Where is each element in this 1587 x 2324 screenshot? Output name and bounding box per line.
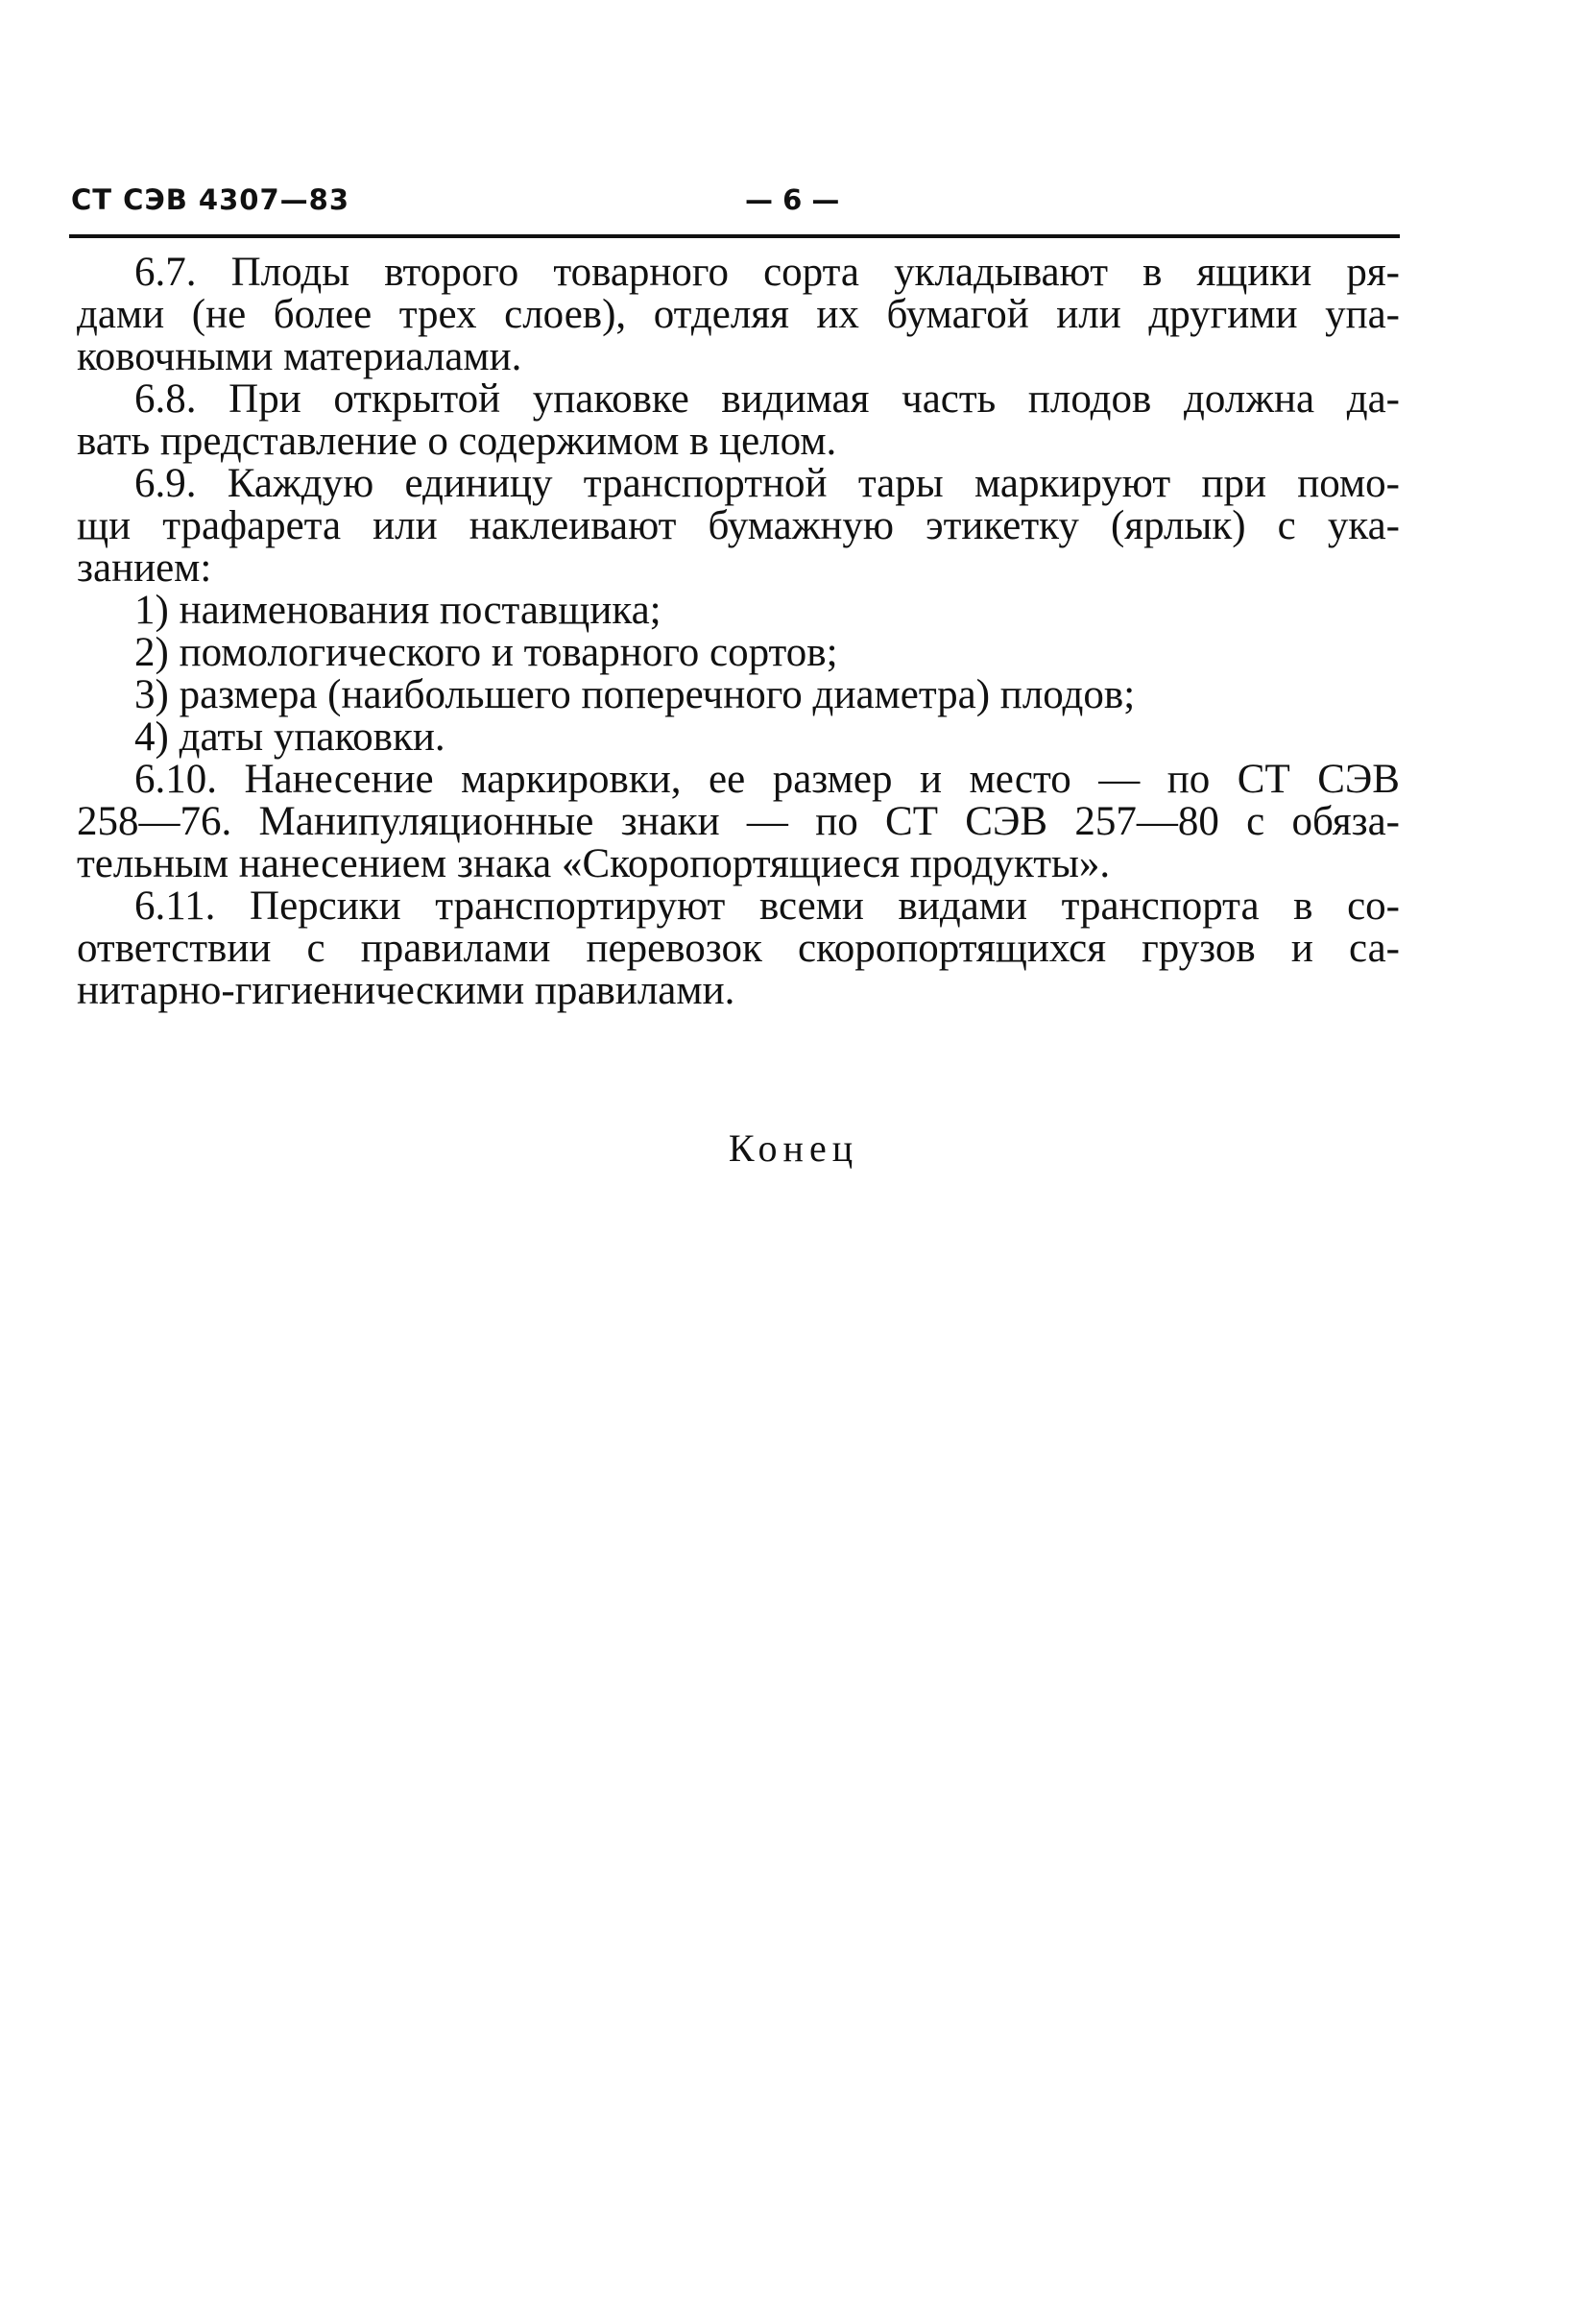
paragraph-6-11-line-1: 6.11. Персики транспортируют всеми видами транспорта в со- — [134, 884, 1400, 929]
paragraph-6-8-line-1: 6.8. При открытой упаковке видимая часть плодов должна да- — [134, 376, 1400, 422]
body-text — [77, 252, 1400, 1012]
paragraph-6-7-line-3: ковочными материалами. — [77, 334, 522, 379]
paragraph-6-8-line-2: вать представление о содержимом в целом. — [77, 419, 837, 464]
page-number: — 6 — — [745, 183, 840, 216]
paragraph-6-7-line-2: дами (не более трех слоев), отделяя их бумагой или другими упа- — [77, 292, 1400, 337]
list-item-2: 2) помологического и товарного сортов; — [134, 630, 838, 675]
paragraph-6-10-line-3: тельным нанесением знака «Скоропортящиеся продукты». — [77, 841, 1111, 886]
paragraph-6-9-line-3: занием: — [77, 545, 212, 591]
paragraph-6-11-line-3: нитарно-гигиеническими правилами. — [77, 968, 735, 1013]
list-item-4: 4) даты упаковки. — [134, 714, 445, 760]
paragraph-6-10-line-2: 258—76. Манипуляционные знаки — по СТ СЭВ 257—80 с обяза- — [77, 799, 1400, 844]
page-header — [71, 178, 1400, 226]
paragraph-6-11-line-2: ответствии с правилами перевозок скоропортящихся грузов и са- — [77, 926, 1400, 971]
paragraph-6-9-line-1: 6.9. Каждую единицу транспортной тары маркируют при помо- — [134, 461, 1400, 506]
paragraph-6-10-line-1: 6.10. Нанесение маркировки, ее размер и место — по СТ СЭВ — [134, 757, 1400, 802]
paragraph-6-7-line-1: 6.7. Плоды второго товарного сорта укладывают в ящики ря- — [134, 250, 1400, 295]
header-divider — [69, 234, 1400, 238]
end-marker: Конец — [728, 1126, 859, 1170]
list-item-3: 3) размера (наибольшего поперечного диаметра) плодов; — [134, 672, 1136, 717]
paragraph-6-9-line-2: щи трафарета или наклеивают бумажную этикетку (ярлык) с ука- — [77, 503, 1400, 548]
document-code: СТ СЭВ 4307—83 — [71, 183, 349, 216]
list-item-1: 1) наименования поставщика; — [134, 588, 661, 633]
